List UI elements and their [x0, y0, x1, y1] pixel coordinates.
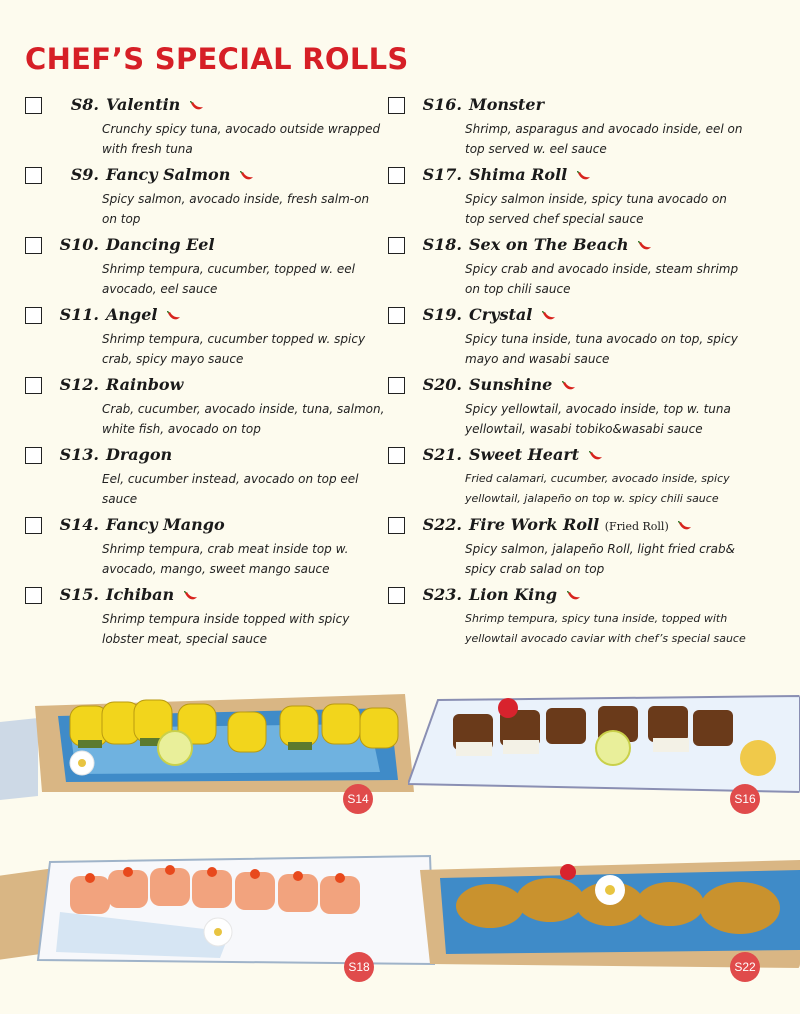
item-code: S14. — [59, 515, 99, 534]
eel-roll-image — [408, 692, 800, 796]
item-name: Ichiban — [106, 585, 175, 604]
item-name: Crystal — [469, 305, 533, 324]
menu-item — [25, 375, 395, 445]
item-description: Shrimp tempura, spicy tuna inside, topped with yellowtail avocado caviar with chef’s special sauce — [465, 612, 746, 645]
menu-item — [388, 95, 758, 165]
page-title: CHEF’S SPECIAL ROLLS — [25, 42, 409, 76]
item-note: (Fried Roll) — [604, 520, 669, 533]
item-name: Fancy Mango — [106, 515, 225, 534]
item-description: Shrimp tempura inside topped with spicy lobster meat, special sauce — [102, 612, 350, 646]
item-description: Spicy salmon, jalapeño Roll, light fried crab& spicy crab salad on top — [465, 542, 735, 576]
item-checkbox[interactable] — [388, 97, 405, 114]
item-description: Shrimp tempura, cucumber, topped w. eel avocado, eel sauce — [102, 262, 355, 296]
item-description: Spicy salmon inside, spicy tuna avocado on top served chef special sauce — [465, 192, 727, 226]
item-title — [53, 515, 225, 534]
roll-photo-mango — [30, 688, 415, 798]
item-code: S17. — [422, 165, 462, 184]
menu-item — [25, 445, 395, 515]
shrimp-roll-image — [30, 852, 438, 968]
photo-label-badge: S18 — [344, 952, 374, 982]
menu-item — [25, 235, 395, 305]
item-title — [53, 375, 183, 394]
photo-label-badge: S16 — [730, 784, 760, 814]
item-title — [53, 585, 198, 604]
item-name: Sweet Heart — [469, 445, 580, 464]
item-title — [416, 375, 576, 394]
item-name: Dancing Eel — [106, 235, 215, 254]
item-name: Rainbow — [106, 375, 184, 394]
item-code: S20. — [422, 375, 462, 394]
chili-pepper-icon — [567, 591, 581, 601]
item-code: S9. — [70, 165, 99, 184]
chili-pepper-icon — [240, 171, 254, 181]
item-checkbox[interactable] — [388, 307, 405, 324]
item-name: Fancy Salmon — [106, 165, 231, 184]
item-checkbox[interactable] — [25, 307, 42, 324]
item-description: Crunchy spicy tuna, avocado outside wrapped with fresh tuna — [102, 122, 381, 156]
item-code: S19. — [422, 305, 462, 324]
item-checkbox[interactable] — [25, 237, 42, 254]
chili-pepper-icon — [190, 101, 204, 111]
item-checkbox[interactable] — [388, 237, 405, 254]
item-title — [416, 305, 556, 324]
chili-pepper-icon — [638, 241, 652, 251]
item-checkbox[interactable] — [25, 517, 42, 534]
mango-roll-image — [30, 688, 415, 798]
menu-column-right — [388, 95, 758, 655]
item-title — [416, 235, 652, 254]
item-title — [53, 95, 204, 114]
photo-label-badge: S14 — [343, 784, 373, 814]
item-code: S16. — [422, 95, 462, 114]
chili-pepper-icon — [577, 171, 591, 181]
menu-item — [25, 585, 395, 655]
menu-item — [388, 585, 758, 655]
item-name: Fire Work Roll — [469, 515, 600, 534]
item-description: Shrimp tempura, cucumber topped w. spicy crab, spicy mayo sauce — [102, 332, 366, 366]
item-title — [416, 515, 692, 534]
item-name: Shima Roll — [469, 165, 568, 184]
item-title — [416, 445, 603, 464]
item-title — [416, 585, 581, 604]
item-checkbox[interactable] — [25, 447, 42, 464]
item-checkbox[interactable] — [25, 587, 42, 604]
menu-item — [388, 235, 758, 305]
item-code: S15. — [59, 585, 99, 604]
item-code: S18. — [422, 235, 462, 254]
item-checkbox[interactable] — [388, 167, 405, 184]
item-name: Valentin — [106, 95, 181, 114]
item-code: S13. — [59, 445, 99, 464]
item-checkbox[interactable] — [25, 377, 42, 394]
menu-item — [25, 515, 395, 585]
item-title — [416, 95, 544, 114]
menu-item — [388, 445, 758, 515]
item-description: Fried calamari, cucumber, avocado inside, spicy yellowtail, jalapeño on top w. spicy chili sauce — [465, 472, 730, 505]
item-title — [416, 165, 591, 184]
item-description: Spicy crab and avocado inside, steam shrimp on top chili sauce — [465, 262, 739, 296]
item-description: Eel, cucumber instead, avocado on top eel sauce — [102, 472, 359, 506]
item-title — [53, 235, 215, 254]
chili-pepper-icon — [589, 451, 603, 461]
item-code: S21. — [422, 445, 462, 464]
item-title — [53, 305, 181, 324]
item-description: Spicy tuna inside, tuna avocado on top, spicy mayo and wasabi sauce — [465, 332, 738, 366]
menu-item — [388, 375, 758, 445]
menu-item — [25, 95, 395, 165]
item-name: Sunshine — [469, 375, 553, 394]
item-name: Angel — [106, 305, 158, 324]
roll-photo-shrimp — [30, 852, 438, 968]
menu-item — [25, 305, 395, 375]
item-name: Lion King — [469, 585, 558, 604]
item-description: Shrimp tempura, crab meat inside top w. avocado, mango, sweet mango sauce — [102, 542, 349, 576]
photo-label-badge: S22 — [730, 952, 760, 982]
item-description: Shrimp, asparagus and avocado inside, eel on top served w. eel sauce — [465, 122, 743, 156]
item-title — [53, 165, 254, 184]
chili-pepper-icon — [678, 521, 692, 531]
item-code: S12. — [59, 375, 99, 394]
item-description: Spicy salmon, avocado inside, fresh salm-on on top — [102, 192, 370, 226]
chili-pepper-icon — [542, 311, 556, 321]
item-code: S10. — [59, 235, 99, 254]
menu-item — [25, 165, 395, 235]
item-code: S11. — [59, 305, 99, 324]
item-checkbox[interactable] — [388, 447, 405, 464]
menu-column-left — [25, 95, 395, 655]
menu-item — [388, 305, 758, 375]
item-code: S22. — [422, 515, 462, 534]
item-code: S8. — [70, 95, 99, 114]
item-checkbox[interactable] — [388, 587, 405, 604]
item-description: Crab, cucumber, avocado inside, tuna, salmon, white fish, avocado on top — [102, 402, 385, 436]
item-name: Sex on The Beach — [469, 235, 629, 254]
item-checkbox[interactable] — [388, 517, 405, 534]
roll-photo-eel — [408, 692, 800, 796]
item-description: Spicy yellowtail, avocado inside, top w. tuna yellowtail, wasabi tobiko&wasabi sauce — [465, 402, 731, 436]
item-checkbox[interactable] — [25, 167, 42, 184]
item-name: Dragon — [106, 445, 173, 464]
chili-pepper-icon — [167, 311, 181, 321]
item-checkbox[interactable] — [25, 97, 42, 114]
item-code: S23. — [422, 585, 462, 604]
menu-item — [388, 515, 758, 585]
item-name: Monster — [469, 95, 545, 114]
chili-pepper-icon — [184, 591, 198, 601]
menu-item — [388, 165, 758, 235]
item-checkbox[interactable] — [388, 377, 405, 394]
item-title — [53, 445, 172, 464]
chili-pepper-icon — [562, 381, 576, 391]
